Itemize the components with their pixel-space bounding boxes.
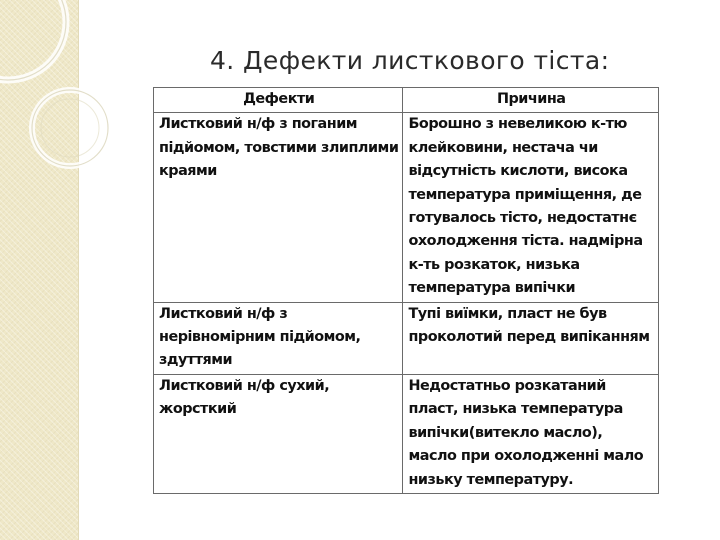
cause-cell: Тупі виїмки, пласт не був проколотий перед випіканням (403, 302, 659, 374)
decorative-side-band (0, 0, 79, 540)
cause-cell: Недостатньо розкатаний пласт, низька температура випічки(витекло масло), масло при охолодженні мало низьку температуру. (403, 374, 659, 493)
defect-cell: Листковий н/ф з нерівномірним підйомом, здуттями (154, 302, 403, 374)
defect-cell: Листковий н/ф сухий, жорсткий (154, 374, 403, 493)
slide-title: 4. Дефекти листкового тіста: (210, 46, 610, 75)
cause-cell: Борошно з невеликою к-тю клейковини, нестача чи відсутність кислоти, висока температура приміщення, де готувалось тісто, недостатнє охолодження тіста. надмірна к-ть розкаток, низька температура випічки (403, 113, 659, 302)
header-cause: Причина (403, 88, 659, 113)
table-row (154, 374, 659, 493)
table-header-row (154, 88, 659, 113)
table-row (154, 113, 659, 302)
defects-table (153, 87, 659, 494)
defect-cell: Листковий н/ф з поганим підйомом, товстими злиплими краями (154, 113, 403, 302)
table-row (154, 302, 659, 374)
header-defects: Дефекти (154, 88, 403, 113)
